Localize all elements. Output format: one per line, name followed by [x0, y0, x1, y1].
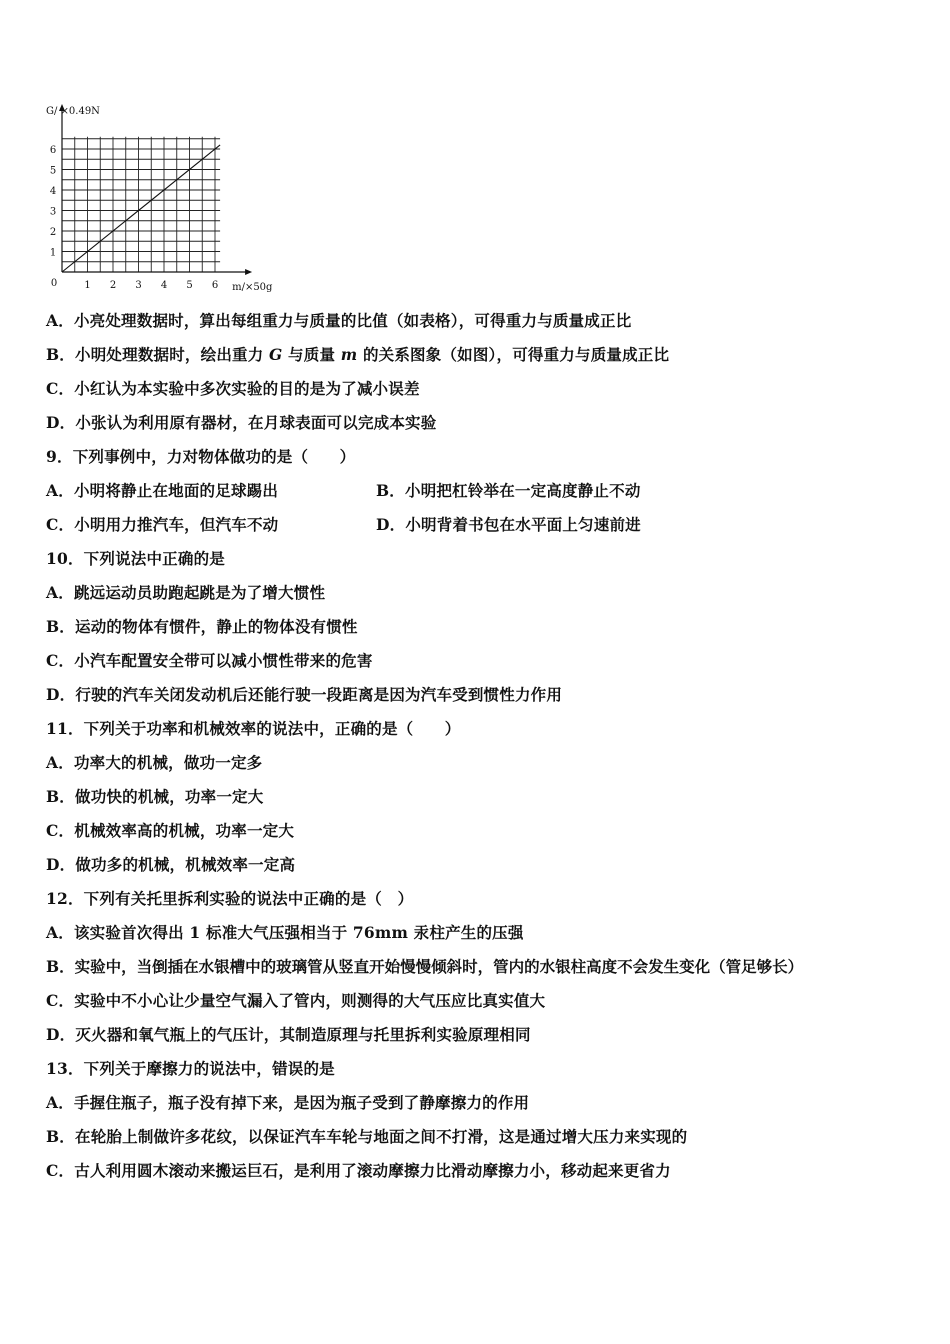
option-label: C．	[46, 379, 75, 398]
option-label: D．	[46, 685, 76, 704]
question-number: 13．	[46, 1059, 84, 1078]
q9-option-a	[46, 481, 278, 501]
x-tick-label: 1	[84, 280, 91, 291]
y-axis-label: G/ ×0.49N	[46, 106, 100, 117]
series-line	[62, 145, 220, 272]
x-axis-label: m/×50g	[232, 282, 273, 293]
y-tick-label: 6	[49, 145, 57, 156]
q10-option-b	[46, 617, 358, 637]
option-text: 小明用力推汽车，但汽车不动	[74, 515, 279, 534]
option-text: 小明将静止在地面的足球踢出	[73, 481, 279, 500]
option-label: C．	[46, 821, 75, 840]
option-label: C．	[46, 991, 75, 1010]
option-text: 做功多的机械，机械效率一定高	[75, 855, 296, 874]
q11-option-b	[46, 787, 263, 807]
q13-option-c	[46, 1161, 671, 1181]
question-text: 下列有关托里拆利实验的说法中正确的是（ ）	[83, 889, 414, 908]
option-label: B．	[46, 617, 76, 636]
option-text: 小亮处理数据时，算出每组重力与质量的比值（如表格），可得重力与质量成正比	[73, 311, 632, 330]
q9-option-c	[46, 515, 278, 535]
question-text: 下列事例中，力对物体做功的是（ ）	[72, 447, 356, 466]
x-tick-label: 4	[160, 280, 168, 291]
option-label: B．	[46, 1127, 76, 1146]
q10-option-c	[46, 651, 373, 671]
y-tick-label: 3	[49, 206, 57, 218]
chart-series	[62, 145, 220, 272]
option-label: B．	[46, 345, 76, 364]
option-label: B．	[376, 481, 406, 500]
q12-option-c	[46, 991, 545, 1011]
q13-stem	[46, 1059, 335, 1079]
option-label: C．	[46, 515, 75, 534]
option-text-pre: 小明处理数据时，绘出重力	[75, 345, 270, 364]
q8-option-c	[46, 379, 420, 399]
question-text: 下列关于摩擦力的说法中，错误的是	[83, 1059, 335, 1078]
variable-g: G	[269, 345, 283, 364]
option-text: 古人利用圆木滚动来搬运巨石，是利用了滚动摩擦力比滑动摩擦力小，移动起来更省力	[74, 1161, 671, 1180]
option-label: A．	[46, 923, 74, 942]
option-label: D．	[46, 413, 76, 432]
q8-option-a	[46, 311, 631, 331]
q12-option-d	[46, 1025, 531, 1045]
q12-option-a	[46, 923, 524, 943]
q9-option-d	[376, 515, 641, 535]
y-tick-label: 4	[49, 186, 57, 197]
y-tick-label: 5	[49, 165, 57, 177]
q10-option-d	[46, 685, 562, 705]
x-tick-label: 2	[109, 280, 117, 291]
q12-stem	[46, 889, 413, 909]
variable-m: m	[340, 345, 358, 364]
option-text: 灭火器和氧气瓶上的气压计，其制造原理与托里拆利实验原理相同	[75, 1025, 531, 1044]
option-text: 机械效率高的机械，功率一定大	[74, 821, 295, 840]
q10-stem	[46, 549, 225, 569]
x-tick-label: 3	[135, 280, 142, 291]
option-label: D．	[46, 855, 76, 874]
option-text: 该实验首次得出 1 标准大气压强相当于 76mm 汞柱产生的压强	[73, 923, 524, 942]
option-label: A．	[46, 753, 74, 772]
option-text: 功率大的机械，做功一定多	[73, 753, 263, 772]
question-text: 下列关于功率和机械效率的说法中，正确的是（ ）	[83, 719, 461, 738]
option-text: 做功快的机械，功率一定大	[75, 787, 264, 806]
question-number: 10．	[46, 549, 84, 568]
x-axis-arrow	[245, 269, 252, 275]
q13-option-b	[46, 1127, 687, 1147]
option-label: B．	[46, 787, 76, 806]
gravity-mass-graph	[40, 100, 290, 300]
q11-option-c	[46, 821, 294, 841]
q9-stem	[46, 447, 355, 467]
option-text: 在轮胎上制做许多花纹，以保证汽车车轮与地面之间不打滑，这是通过增大压力来实现的	[75, 1127, 688, 1146]
option-text-mid: 与质量	[282, 345, 341, 364]
y-tick-label: 2	[49, 227, 57, 238]
option-text: 行驶的汽车关闭发动机后还能行驶一段距离是因为汽车受到惯性力作用	[75, 685, 563, 704]
option-label: C．	[46, 1161, 75, 1180]
option-text: 运动的物体有惯件，静止的物体没有惯性	[75, 617, 358, 636]
option-label: B．	[46, 957, 75, 976]
option-label: A．	[46, 583, 74, 602]
q11-option-a	[46, 753, 262, 773]
chart-axes	[59, 104, 252, 275]
question-number: 12．	[46, 889, 84, 908]
q10-option-a	[46, 583, 325, 603]
option-text: 小明背着书包在水平面上匀速前进	[405, 515, 641, 534]
chart-labels	[46, 106, 273, 293]
option-text: 小张认为利用原有器材，在月球表面可以完成本实验	[75, 413, 437, 432]
q12-option-b	[46, 957, 803, 977]
y-tick-label: 1	[49, 247, 57, 259]
chart-grid	[62, 137, 220, 272]
q9-option-b	[376, 481, 641, 501]
option-label: A．	[46, 481, 74, 500]
option-label: C．	[46, 651, 75, 670]
option-text-post: 的关系图象（如图），可得重力与质量成正比	[357, 345, 670, 364]
q11-option-d	[46, 855, 295, 875]
q13-option-a	[46, 1093, 529, 1113]
option-label: A．	[46, 1093, 74, 1112]
option-text: 跳远运动员助跑起跳是为了增大惯性	[73, 583, 326, 602]
option-text: 手握住瓶子，瓶子没有掉下来，是因为瓶子受到了静摩擦力的作用	[73, 1093, 530, 1112]
origin-label: 0	[50, 278, 58, 289]
q8-option-b	[46, 345, 669, 365]
option-text: 小红认为本实验中多次实验的目的是为了减小误差	[74, 379, 420, 398]
question-text: 下列说法中正确的是	[83, 549, 225, 568]
q11-stem	[46, 719, 460, 739]
x-tick-label: 6	[211, 280, 219, 291]
option-text: 实验中不小心让少量空气漏入了管内，则测得的大气压应比真实值大	[74, 991, 546, 1010]
q8-option-d	[46, 413, 436, 433]
x-tick-label: 5	[186, 280, 193, 291]
option-text: 小汽车配置安全带可以减小惯性带来的危害	[74, 651, 373, 670]
option-label: D．	[376, 515, 406, 534]
option-text: 实验中，当倒插在水银槽中的玻璃管从竖直开始慢慢倾斜时，管内的水银柱高度不会发生变化（管足够长）	[74, 957, 804, 976]
option-label: D．	[46, 1025, 76, 1044]
question-number: 9．	[46, 447, 73, 466]
option-label: A．	[46, 311, 74, 330]
option-text: 小明把杠铃举在一定高度静止不动	[405, 481, 641, 500]
question-number: 11．	[46, 719, 84, 738]
